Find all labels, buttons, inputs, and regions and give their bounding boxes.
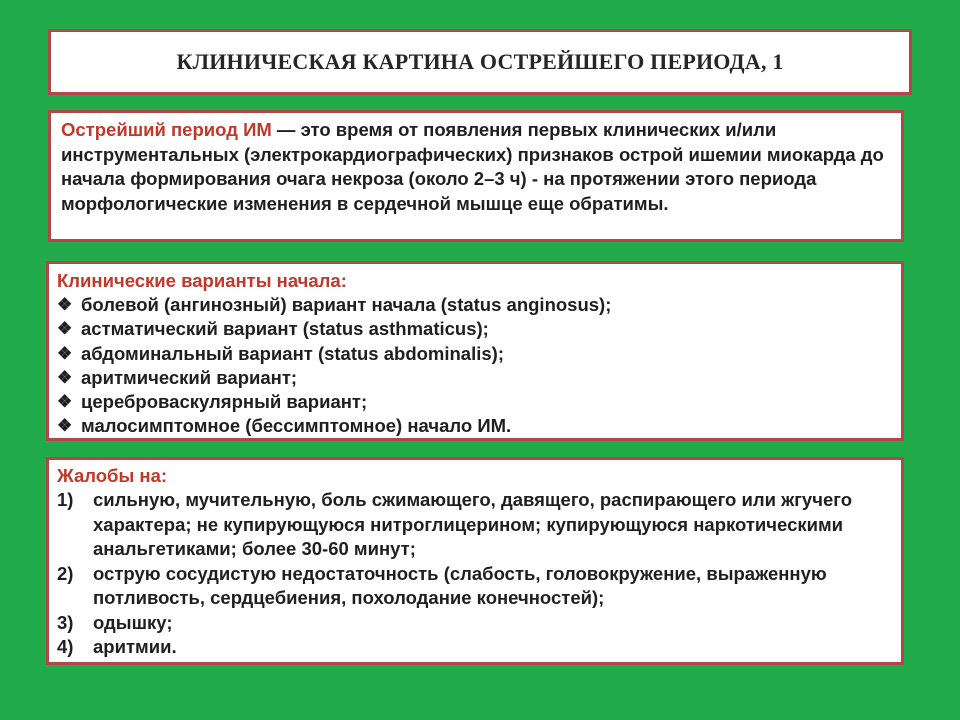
variants-box [46, 261, 904, 441]
definition-term: Острейший период ИМ [61, 119, 272, 140]
list-item [57, 488, 893, 562]
title-box [48, 29, 912, 95]
list-item [57, 390, 893, 414]
complaints-list [57, 488, 893, 660]
list-item-number: 4) [57, 636, 74, 657]
list-item [57, 293, 893, 317]
list-item-text: болевой (ангинозный) вариант начала (status anginosus); [81, 294, 612, 315]
list-item [57, 562, 893, 611]
diamond-bullet-icon: ❖ [57, 367, 73, 387]
definition-text: — это время от появления первых клинических и/или инструментальных (электрокардиографических) признаков острой ишемии миокарда до начала формирования очага некроза (около 2–3 ч) - на протяжении этого периода морфологические изменения в сердечной мышце еще обратимы. [61, 119, 884, 214]
complaints-heading: Жалобы на: [57, 465, 168, 486]
list-item [57, 317, 893, 341]
variants-heading: Клинические варианты начала: [57, 270, 347, 291]
list-item-text: острую сосудистую недостаточность (слабость, головокружение, выраженную потливость, сердцебиения, похолодание конечностей); [93, 562, 827, 608]
list-item-text: малосимптомное (бессимптомное) начало ИМ. [81, 415, 512, 437]
list-item-text: сильную, мучительную, боль сжимающего, давящего, распирающего или жгучего характера; не купирующуюся нитроглицерином; купирующуюся наркотическими анальгетиками; более 30-60 минут; [93, 489, 853, 559]
list-item [57, 635, 893, 660]
diamond-bullet-icon: ❖ [57, 392, 73, 412]
list-item-number: 3) [57, 611, 74, 633]
list-item-text: абдоминальный вариант (status abdominalis); [81, 342, 504, 364]
slide-title: КЛИНИЧЕСКАЯ КАРТИНА ОСТРЕЙШЕГО ПЕРИОДА, 1 [176, 49, 784, 74]
list-item [57, 342, 893, 366]
list-item-text: астматический вариант (status asthmaticus); [81, 318, 489, 340]
list-item [57, 414, 893, 438]
list-item [57, 366, 893, 390]
list-item-text: аритмии. [93, 636, 177, 657]
list-item-text: аритмический вариант; [81, 366, 298, 388]
list-item-number: 2) [57, 562, 74, 584]
diamond-bullet-icon: ❖ [57, 295, 73, 314]
definition-paragraph [61, 118, 891, 216]
list-item-text: одышку; [93, 611, 173, 633]
list-item [57, 611, 893, 636]
variants-list [57, 293, 893, 439]
diamond-bullet-icon: ❖ [57, 416, 73, 436]
diamond-bullet-icon: ❖ [57, 319, 73, 339]
definition-box [48, 110, 904, 242]
complaints-box [46, 457, 904, 665]
diamond-bullet-icon: ❖ [57, 343, 73, 363]
list-item-number: 1) [57, 489, 74, 510]
list-item-text: цереброваскулярный вариант; [81, 391, 368, 413]
